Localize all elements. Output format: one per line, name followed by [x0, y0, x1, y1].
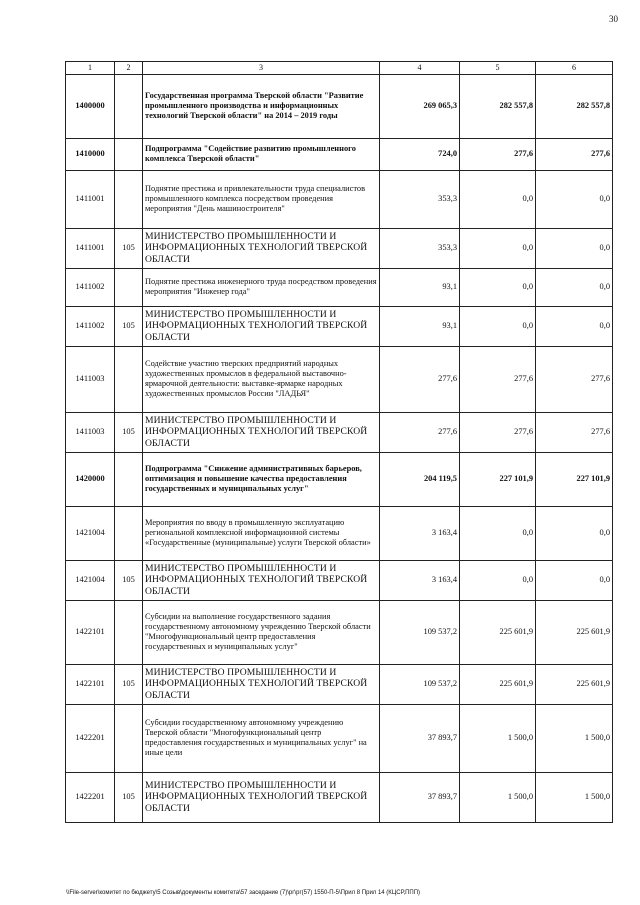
- table-row: [66, 74, 613, 138]
- row-ved: 105: [115, 560, 143, 600]
- row-value-2019: 277,6: [536, 412, 613, 452]
- row-ved: 105: [115, 412, 143, 452]
- row-value-2018: 0,0: [460, 306, 536, 346]
- row-value-2019: 0,0: [536, 306, 613, 346]
- row-value-2019: 0,0: [536, 506, 613, 560]
- page-number: 30: [609, 14, 618, 24]
- row-value-2019: 277,6: [536, 346, 613, 412]
- row-value-2018: 227 101,9: [460, 452, 536, 506]
- row-code: 1422101: [66, 664, 115, 704]
- row-value-2017: 93,1: [380, 268, 460, 306]
- row-value-2018: 0,0: [460, 170, 536, 228]
- row-name: Подпрограмма "Содействие развитию промышленного комплекса Тверской области": [143, 138, 380, 170]
- row-ved: 105: [115, 772, 143, 822]
- row-value-2018: 0,0: [460, 268, 536, 306]
- row-ved: [115, 74, 143, 138]
- row-name: МИНИСТЕРСТВО ПРОМЫШЛЕННОСТИ И ИНФОРМАЦИОННЫХ ТЕХНОЛОГИЙ ТВЕРСКОЙ ОБЛАСТИ: [143, 664, 380, 704]
- table-row: [66, 664, 613, 704]
- table-row: [66, 704, 613, 772]
- col-header-2018: 5: [460, 62, 536, 75]
- row-value-2017: 109 537,2: [380, 600, 460, 664]
- row-value-2019: 0,0: [536, 268, 613, 306]
- col-header-code: 1: [66, 62, 115, 75]
- row-ved: 105: [115, 664, 143, 704]
- row-name: Субсидии на выполнение государственного задания государственному автономному учреждению Тверской области "Многофункциональный центр предоставления государственных и муниципальных услуг": [143, 600, 380, 664]
- row-value-2019: 0,0: [536, 170, 613, 228]
- col-header-2017: 4: [380, 62, 460, 75]
- table-row: [66, 306, 613, 346]
- row-code: 1422201: [66, 772, 115, 822]
- row-ved: [115, 452, 143, 506]
- row-value-2018: 277,6: [460, 412, 536, 452]
- row-value-2019: 1 500,0: [536, 704, 613, 772]
- row-name: Субсидии государственному автономному учреждению Тверской области "Многофункциональный центр предоставления государственных и муниципальных услуг" на иные цели: [143, 704, 380, 772]
- row-value-2017: 37 893,7: [380, 772, 460, 822]
- table-row: [66, 452, 613, 506]
- row-value-2017: 277,6: [380, 412, 460, 452]
- row-name: МИНИСТЕРСТВО ПРОМЫШЛЕННОСТИ И ИНФОРМАЦИОННЫХ ТЕХНОЛОГИЙ ТВЕРСКОЙ ОБЛАСТИ: [143, 412, 380, 452]
- row-ved: 105: [115, 306, 143, 346]
- row-value-2017: 3 163,4: [380, 506, 460, 560]
- budget-table: [65, 61, 613, 823]
- row-name: Государственная программа Тверской области "Развитие промышленного производства и информационных технологий Тверской области" на 2014 – 2019 годы: [143, 74, 380, 138]
- row-code: 1411003: [66, 412, 115, 452]
- table-row: [66, 346, 613, 412]
- row-code: 1411003: [66, 346, 115, 412]
- row-value-2017: 3 163,4: [380, 560, 460, 600]
- row-code: 1421004: [66, 506, 115, 560]
- row-value-2018: 1 500,0: [460, 704, 536, 772]
- row-ved: 105: [115, 228, 143, 268]
- row-value-2018: 277,6: [460, 346, 536, 412]
- row-value-2017: 204 119,5: [380, 452, 460, 506]
- table-row: [66, 560, 613, 600]
- row-value-2018: 0,0: [460, 560, 536, 600]
- row-code: 1421004: [66, 560, 115, 600]
- table-row: [66, 506, 613, 560]
- row-value-2019: 277,6: [536, 138, 613, 170]
- row-ved: [115, 138, 143, 170]
- row-code: 1411001: [66, 170, 115, 228]
- row-value-2017: 37 893,7: [380, 704, 460, 772]
- row-value-2017: 93,1: [380, 306, 460, 346]
- row-name: МИНИСТЕРСТВО ПРОМЫШЛЕННОСТИ И ИНФОРМАЦИОННЫХ ТЕХНОЛОГИЙ ТВЕРСКОЙ ОБЛАСТИ: [143, 772, 380, 822]
- row-name: Мероприятия по вводу в промышленную эксплуатацию региональной комплексной информационной системы «Государственные (муниципальные) услуги Тверской области»: [143, 506, 380, 560]
- row-name: Поднятие престижа инженерного труда посредством проведения мероприятия "Инженер года": [143, 268, 380, 306]
- table-row: [66, 170, 613, 228]
- row-code: 1422201: [66, 704, 115, 772]
- row-value-2017: 353,3: [380, 228, 460, 268]
- row-code: 1411002: [66, 268, 115, 306]
- row-code: 1420000: [66, 452, 115, 506]
- row-ved: [115, 704, 143, 772]
- row-value-2019: 225 601,9: [536, 600, 613, 664]
- table-header-row: [66, 62, 613, 75]
- row-value-2019: 227 101,9: [536, 452, 613, 506]
- table-row: [66, 268, 613, 306]
- row-value-2018: 277,6: [460, 138, 536, 170]
- row-code: 1400000: [66, 74, 115, 138]
- row-value-2018: 0,0: [460, 228, 536, 268]
- row-ved: [115, 170, 143, 228]
- col-header-2019: 6: [536, 62, 613, 75]
- table-row: [66, 138, 613, 170]
- row-value-2017: 109 537,2: [380, 664, 460, 704]
- file-path-footer: \\File-server\комитет по бюджету\5 Созыв\документы комитета\57 заседание (7)\рг\рг(57) 1550-П-5\Прил 8 Прил 14 (КЦСР,ППП): [66, 890, 421, 896]
- row-code: 1410000: [66, 138, 115, 170]
- row-value-2017: 724,0: [380, 138, 460, 170]
- row-value-2018: 225 601,9: [460, 600, 536, 664]
- row-value-2018: 225 601,9: [460, 664, 536, 704]
- row-code: 1411001: [66, 228, 115, 268]
- row-name: Содействие участию тверских предприятий народных художественных промыслов в федеральной выставочно-ярмарочной деятельности: выставке-ярмарке народных художественных промыслов России "ЛАДЬЯ": [143, 346, 380, 412]
- row-ved: [115, 346, 143, 412]
- row-value-2018: 0,0: [460, 506, 536, 560]
- row-name: МИНИСТЕРСТВО ПРОМЫШЛЕННОСТИ И ИНФОРМАЦИОННЫХ ТЕХНОЛОГИЙ ТВЕРСКОЙ ОБЛАСТИ: [143, 306, 380, 346]
- row-value-2018: 1 500,0: [460, 772, 536, 822]
- row-value-2017: 269 065,3: [380, 74, 460, 138]
- row-ved: [115, 600, 143, 664]
- row-ved: [115, 268, 143, 306]
- row-value-2017: 353,3: [380, 170, 460, 228]
- row-value-2019: 282 557,8: [536, 74, 613, 138]
- row-name: МИНИСТЕРСТВО ПРОМЫШЛЕННОСТИ И ИНФОРМАЦИОННЫХ ТЕХНОЛОГИЙ ТВЕРСКОЙ ОБЛАСТИ: [143, 228, 380, 268]
- row-value-2019: 1 500,0: [536, 772, 613, 822]
- col-header-ved: 2: [115, 62, 143, 75]
- row-name: МИНИСТЕРСТВО ПРОМЫШЛЕННОСТИ И ИНФОРМАЦИОННЫХ ТЕХНОЛОГИЙ ТВЕРСКОЙ ОБЛАСТИ: [143, 560, 380, 600]
- table-row: [66, 600, 613, 664]
- row-code: 1422101: [66, 600, 115, 664]
- table-row: [66, 772, 613, 822]
- row-value-2018: 282 557,8: [460, 74, 536, 138]
- row-value-2019: 225 601,9: [536, 664, 613, 704]
- row-name: Подпрограмма "Снижение административных барьеров, оптимизация и повышение качества предоставления государственных и муниципальных услуг": [143, 452, 380, 506]
- col-header-name: 3: [143, 62, 380, 75]
- row-name: Поднятие престижа и привлекательности труда специалистов промышленного комплекса посредством проведения мероприятия "День машиностроителя": [143, 170, 380, 228]
- row-value-2019: 0,0: [536, 560, 613, 600]
- row-value-2019: 0,0: [536, 228, 613, 268]
- row-value-2017: 277,6: [380, 346, 460, 412]
- row-code: 1411002: [66, 306, 115, 346]
- row-ved: [115, 506, 143, 560]
- table-row: [66, 412, 613, 452]
- table-row: [66, 228, 613, 268]
